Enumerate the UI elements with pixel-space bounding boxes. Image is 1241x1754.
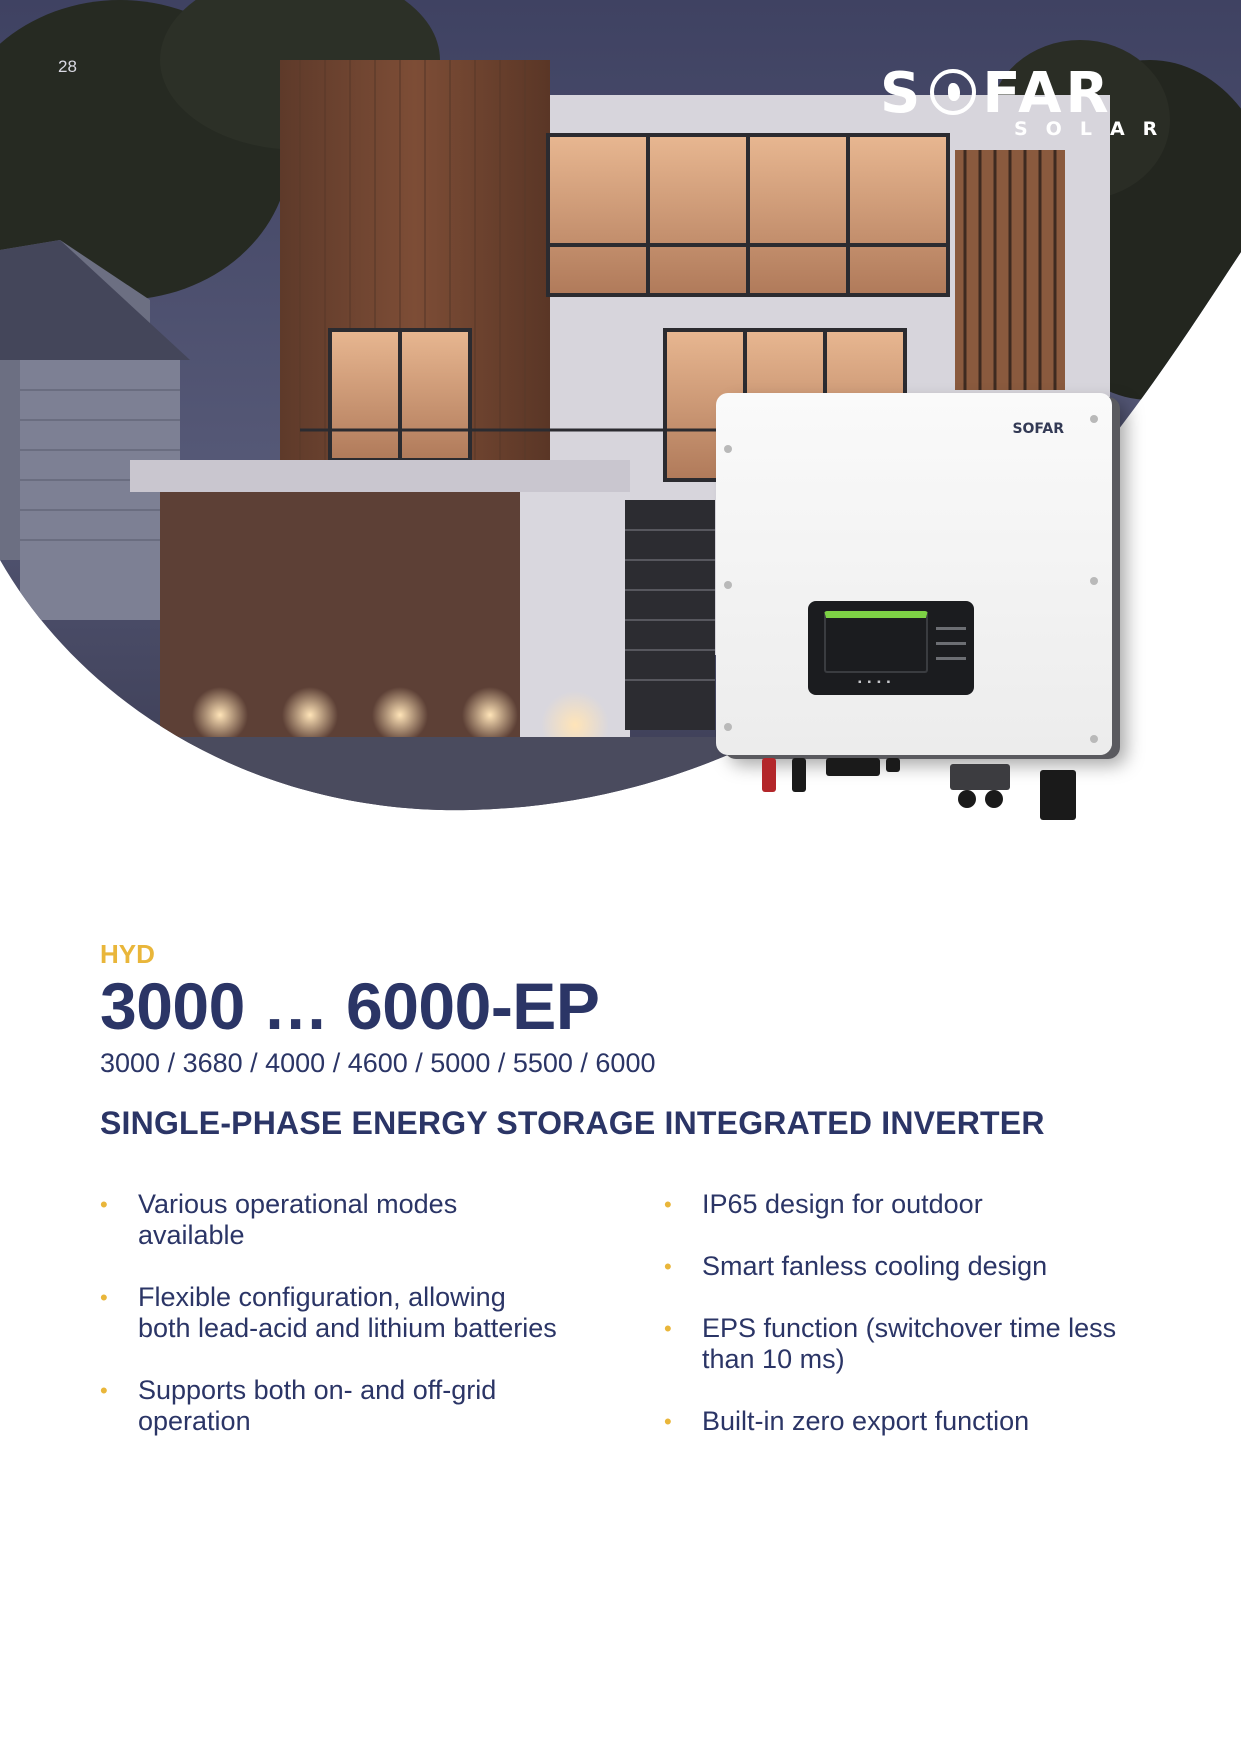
inverter-product-image [716,393,1112,755]
cable-gland [958,790,976,808]
feature-text: Various operational modes available [138,1189,458,1250]
brand-wordmark [880,61,1113,126]
screw-icon [724,445,732,453]
feature-text: EPS function (switchover time less than 10 ms) [702,1313,1117,1374]
globe-icon [930,69,976,115]
screw-icon [724,723,732,731]
feature-item [100,1375,560,1437]
feature-item [664,1189,1144,1220]
feature-list-right [664,1189,1144,1468]
dc-connector-negative [792,758,806,792]
panel-buttons: ▪▪▪▪ [858,677,897,688]
small-port [886,758,900,772]
feature-item [664,1406,1144,1437]
inverter-display-panel [808,601,974,695]
screw-icon [1090,577,1098,585]
feature-text: Flexible configuration, allowing both lead-acid and lithium batteries [138,1282,557,1343]
product-model-range: 3000 … 6000-EP [100,969,600,1043]
feature-list-left [100,1189,560,1468]
bullet-icon: • [664,1254,672,1279]
lcd-screen [824,611,928,673]
ac-connector [1040,770,1076,820]
comm-box [950,764,1010,790]
product-variants: 3000 / 3680 / 4000 / 4600 / 5000 / 5500 / 6000 [100,1048,656,1078]
feature-text: IP65 design for outdoor [702,1189,983,1219]
status-leds [936,627,966,672]
screw-icon [1090,415,1098,423]
brand-name-right: FAR [982,61,1113,126]
terminal-block [826,758,880,776]
feature-item [664,1313,1144,1375]
bullet-icon: • [100,1192,108,1217]
product-series: HYD [100,939,155,969]
feature-item [664,1251,1144,1282]
dc-connector-positive [762,758,776,792]
brand-tagline: SOLAR [1014,118,1176,140]
feature-item [100,1282,560,1344]
bullet-icon: • [100,1378,108,1403]
bullet-icon: • [664,1316,672,1341]
cable-gland [985,790,1003,808]
screw-icon [724,581,732,589]
feature-item [100,1189,560,1251]
bullet-icon: • [664,1192,672,1217]
feature-text: Supports both on- and off-grid operation [138,1375,497,1436]
product-title: SINGLE-PHASE ENERGY STORAGE INTEGRATED INVERTER [100,1105,1045,1141]
brand-name-left: S [880,61,925,126]
feature-text: Built-in zero export function [702,1406,1030,1436]
hero-image [0,0,1241,830]
inverter-logo: SOFAR [1012,421,1064,437]
page-number: 28 [58,57,77,76]
bullet-icon: • [100,1285,108,1310]
screw-icon [1090,735,1098,743]
brand-logo [880,61,1185,140]
bullet-icon: • [664,1409,672,1434]
feature-text: Smart fanless cooling design [702,1251,1048,1281]
